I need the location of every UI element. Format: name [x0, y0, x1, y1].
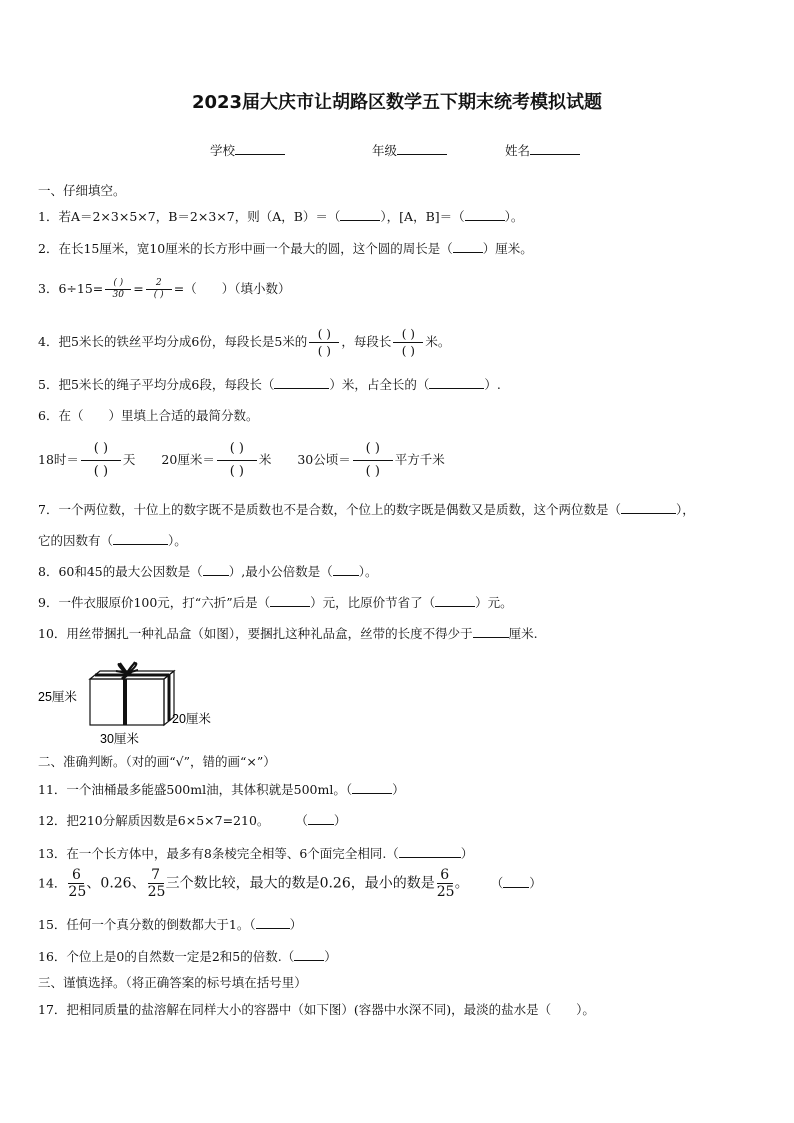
answer-blank[interactable]: [453, 240, 483, 253]
section-1-heading: 一、仔细填空。: [38, 183, 126, 198]
answer-blank[interactable]: [352, 781, 392, 794]
question-14: 14． $\frac{6}{25}$ 、0.26、 $\frac{7}{25}$ 三个数比较，最大的数是0.26，最小的数是 $\frac{6}{25}$ 。 （ ）: [38, 867, 542, 900]
answer-blank[interactable]: [308, 812, 334, 825]
answer-blank[interactable]: [473, 625, 509, 638]
gift-box-figure: [38, 655, 238, 747]
question-2: 2．在长15厘米，宽10厘米的长方形中画一个最大的圆，这个圆的周长是（ ）厘米。: [38, 241, 533, 256]
question-17: 17．把相同质量的盐溶解在同样大小的容器中（如下图）(容器中水深不同)，最淡的盐水是（ ）。: [38, 1002, 595, 1017]
question-4: 4．把5米长的铁丝平均分成6份，每段长是5米的 $\frac{( )}{( )}$ ，每段长 $\frac{( )}{( )}$ 米。: [38, 327, 451, 358]
question-12: 12．把210分解质因数是6×5×7=210。 （ ）: [38, 813, 347, 828]
answer-blank[interactable]: [621, 501, 676, 514]
question-8: 8．60和45的最大公因数是（ ）,最小公倍数是（ ）。: [38, 564, 378, 579]
name-field[interactable]: 姓名: [505, 141, 580, 159]
question-9: 9．一件衣服原价100元，打“六折”后是（ ）元，比原价节省了（ ）元。: [38, 595, 513, 610]
answer-blank[interactable]: [333, 563, 359, 576]
question-5: 5．把5米长的绳子平均分成6段，每段长（ ）米，占全长的（ ）.: [38, 377, 501, 392]
question-10: 10．用丝带捆扎一种礼品盒（如图），要捆扎这种礼品盒，丝带的长度不得少于 厘米.: [38, 626, 538, 641]
answer-blank[interactable]: [429, 376, 484, 389]
question-1: 1．若A＝2×3×5×7，B＝2×3×7，则（A，B）＝（ ），[A，B]＝（ ）。: [38, 209, 524, 224]
question-15: 15．任何一个真分数的倒数都大于1。（ ）: [38, 917, 303, 932]
answer-blank[interactable]: [256, 916, 290, 929]
answer-blank[interactable]: [435, 594, 475, 607]
length-label: 30厘米: [100, 732, 139, 746]
answer-blank[interactable]: [399, 845, 461, 858]
height-label: 25厘米: [38, 690, 77, 704]
answer-blank[interactable]: [203, 563, 229, 576]
school-field[interactable]: 学校: [210, 141, 285, 159]
answer-blank[interactable]: [113, 532, 168, 545]
question-7-cont: 它的因数有（ ）。: [38, 533, 187, 548]
question-11: 11．一个油桶最多能盛500ml油，其体积就是500ml。（ ）: [38, 782, 405, 797]
question-7: 7．一个两位数，十位上的数字既不是质数也不是合数，个位上的数字既是偶数又是质数，这个两位数是（ ），: [38, 502, 695, 517]
answer-blank[interactable]: [294, 948, 324, 961]
question-13: 13．在一个长方体中，最多有8条棱完全相等、6个面完全相同.（ ）: [38, 846, 474, 861]
question-6-items: 18时＝ $\frac{( )}{( )}$ 天 20厘米＝ $\frac{( )}{( )}$ 米 30公顷＝ $\frac{( )}{( )}$ 平方千米: [38, 441, 445, 479]
question-6: 6．在（ ）里填上合适的最简分数。: [38, 408, 259, 423]
section-3-heading: 三、谨慎选择。（将正确答案的标号填在括号里）: [38, 975, 307, 990]
width-label: 20厘米: [172, 712, 211, 726]
answer-blank[interactable]: [270, 594, 310, 607]
page-title: 2023届大庆市让胡路区数学五下期末统考模拟试题: [191, 92, 603, 113]
answer-blank[interactable]: [465, 208, 505, 221]
question-3: 3．6÷15= $\frac{( )}{30}$ = $\frac{2}{( )}$ =（ ）（填小数）: [38, 278, 291, 300]
answer-blank[interactable]: [340, 208, 380, 221]
grade-field[interactable]: 年级: [372, 141, 447, 159]
answer-blank[interactable]: [503, 875, 529, 888]
answer-blank[interactable]: [274, 376, 329, 389]
question-16: 16．个位上是0的自然数一定是2和5的倍数.（ ）: [38, 949, 337, 964]
section-2-heading: 二、准确判断。（对的画“√”，错的画“×”）: [38, 754, 276, 769]
